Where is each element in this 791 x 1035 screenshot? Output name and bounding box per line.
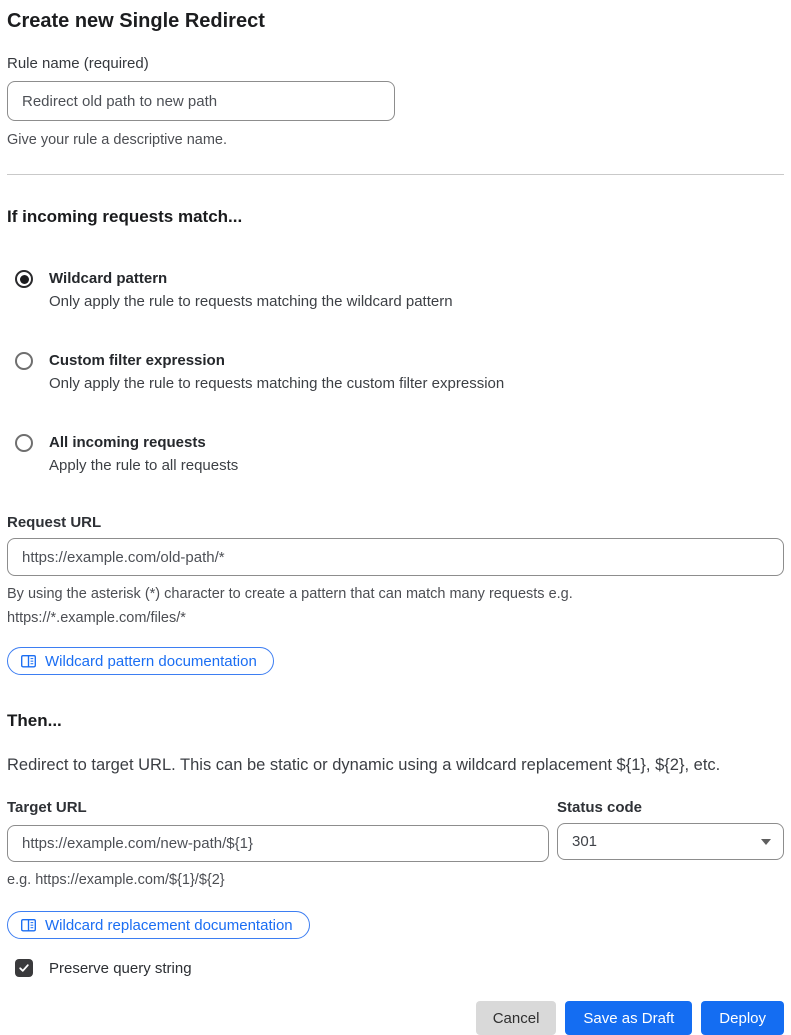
request-url-helper-line2: https://*.example.com/files/* xyxy=(7,610,186,626)
radio-description: Only apply the rule to requests matching the custom filter expression xyxy=(49,375,505,392)
save-as-draft-button[interactable]: Save as Draft xyxy=(565,1001,692,1035)
radio-description: Apply the rule to all requests xyxy=(49,457,239,474)
then-section-heading: Then... xyxy=(7,711,62,730)
wildcard-replacement-documentation-button[interactable] xyxy=(7,911,310,939)
rule-name-input[interactable] xyxy=(7,81,395,121)
radio-option-custom-filter-expression[interactable] xyxy=(7,350,784,396)
then-section-intro: Redirect to target URL. This can be static or dynamic using a wildcard replacement ${1}, ${2}, etc. xyxy=(7,756,721,774)
radio-label: Wildcard pattern xyxy=(49,270,168,287)
status-code-value: 301 xyxy=(572,833,598,850)
radio-option-all-incoming-requests[interactable] xyxy=(7,432,784,478)
radio-option-wildcard-pattern[interactable] xyxy=(7,268,784,314)
book-open-icon xyxy=(20,917,37,934)
request-url-helper xyxy=(7,582,784,630)
rule-name-label: Rule name (required) xyxy=(7,55,149,72)
preserve-query-string-label: Preserve query string xyxy=(49,959,192,977)
status-code-label: Status code xyxy=(557,799,643,816)
radio-label: All incoming requests xyxy=(49,434,206,451)
cancel-button[interactable]: Cancel xyxy=(476,1001,557,1035)
radio-button-icon[interactable] xyxy=(15,352,33,370)
target-url-label: Target URL xyxy=(7,799,87,816)
section-divider xyxy=(7,174,784,175)
preserve-query-string-option[interactable] xyxy=(7,959,784,977)
request-url-helper-line1: By using the asterisk (*) character to create a pattern that can match many requests e.g. xyxy=(7,586,573,602)
request-url-input[interactable] xyxy=(7,538,784,576)
page-title: Create new Single Redirect xyxy=(7,10,265,32)
status-code-field xyxy=(557,798,784,860)
doc-button-label: Wildcard pattern documentation xyxy=(45,652,257,670)
target-url-input[interactable] xyxy=(7,825,549,862)
target-row xyxy=(7,798,784,892)
rule-name-helper: Give your rule a descriptive name. xyxy=(7,132,228,148)
match-type-radio-group xyxy=(7,268,784,478)
wildcard-pattern-documentation-button[interactable] xyxy=(7,647,274,675)
doc-button-label: Wildcard replacement documentation xyxy=(45,916,293,934)
radio-label: Custom filter expression xyxy=(49,352,225,369)
radio-button-icon[interactable] xyxy=(15,270,33,288)
deploy-button[interactable]: Deploy xyxy=(701,1001,784,1035)
radio-description: Only apply the rule to requests matching the wildcard pattern xyxy=(49,293,453,310)
rule-name-field xyxy=(7,54,784,152)
book-open-icon xyxy=(20,653,37,670)
target-url-helper: e.g. https://example.com/${1}/${2} xyxy=(7,872,225,888)
checkbox-checked-icon[interactable] xyxy=(15,959,33,977)
target-url-field xyxy=(7,798,549,892)
match-section-heading: If incoming requests match... xyxy=(7,207,243,226)
form-action-bar xyxy=(7,1001,784,1035)
radio-button-icon[interactable] xyxy=(15,434,33,452)
request-url-label: Request URL xyxy=(7,514,102,531)
status-code-select[interactable] xyxy=(557,823,784,860)
chevron-down-icon xyxy=(761,839,771,845)
